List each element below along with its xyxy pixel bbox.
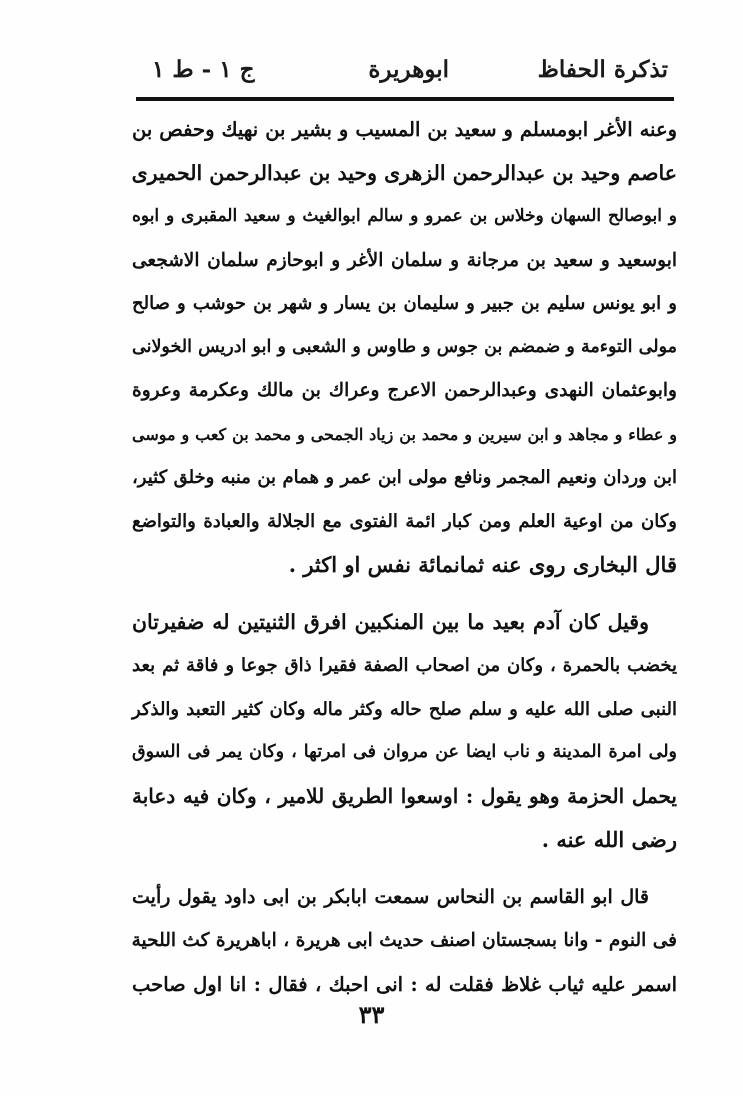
text-line: ولى امرة المدينة و ناب ايضا عن مروان فى امرتها ، وكان يمر فى السوق — [132, 742, 677, 762]
paragraph-3 — [132, 876, 677, 1007]
chapter-subject: ابوهريرة — [368, 56, 449, 83]
text-line: النبى صلى الله عليه و سلم صلح حاله وكثر ماله وكان كثير التعبد والذكر — [132, 698, 677, 720]
paragraph-1 — [132, 108, 677, 587]
text-line: وابوعثمان النهدى وعبدالرحمن الاعرج وعراك بن مالك وعكرمة وعروة — [132, 380, 677, 401]
text-line: فى النوم - وانا بسجستان اصنف حديث ابى هريرة ، اباهريرة كث اللحية — [131, 930, 677, 951]
text-line: عاصم وحيد بن عبدالرحمن الزهرى وحيد بن عبدالرحمن الحميرى — [131, 160, 677, 185]
body-text — [132, 108, 677, 1006]
text-line: قال البخارى روى عنه ثمانمائة نفس او اكثر . — [288, 552, 677, 577]
text-line: وعنه الأغر ابومسلم و سعيد بن المسيب و بشير بن نهيك وحفص بن — [132, 118, 677, 141]
paragraph-gap — [132, 862, 677, 876]
header-rule — [136, 97, 674, 101]
volume-label: ج ١ - ط ١ — [152, 56, 255, 83]
paragraph-2 — [132, 601, 677, 862]
text-line: و ابو يونس سليم بن جبير و سليمان بن يسار و شهر بن حوشب و صالح — [132, 293, 677, 314]
text-line: يحمل الحزمة وهو يقول : اوسعوا الطريق للامير ، وكان فيه دعابة — [132, 783, 677, 808]
running-header — [138, 50, 674, 96]
page-number: ٣٣ — [358, 1000, 385, 1029]
text-line: ابوسعيد و سعيد بن مرجانة و سلمان الأغر و ابوحازم سلمان الاشجعى — [132, 249, 677, 271]
text-line: يخضب بالحمرة ، وكان من اصحاب الصفة فقيرا ذاق جوعا و فاقة ثم بعد — [132, 655, 677, 676]
text-line: اسمر عليه ثياب غلاظ فقلت له : انى احبك ، فقال : انا اول صاحب — [132, 972, 677, 996]
text-line: وقيل كان آدم بعيد ما بين المنكبين افرق الثنيتين له ضفيرتان — [132, 609, 649, 634]
text-line: رضى الله عنه . — [541, 827, 677, 852]
paragraph-gap — [132, 587, 677, 601]
book-title: تذكرة الحفاظ — [537, 56, 668, 83]
text-line: و عطاء و مجاهد و ابن سيرين و محمد بن زياد الجمحى و محمد بن كعب و موسى — [132, 424, 677, 444]
text-line: ابن وردان ونعيم المجمر ونافع مولى ابن عمر و همام بن منبه وخلق كثير، — [132, 467, 677, 488]
text-line: وكان من اوعية العلم ومن كبار ائمة الفتوى مع الجلالة والعبادة والتواضع — [132, 510, 677, 532]
text-line: قال ابو القاسم بن النحاس سمعت ابابكر بن ابى داود يقول رأيت — [132, 885, 649, 908]
text-line: و ابوصالح السهان وخلاس بن عمرو و سالم ابوالغيث و سعيد المقبرى و ابوه — [132, 206, 677, 226]
text-line: مولى التوءمة و ضمضم بن جوس و طاوس و الشعبى و ابو ادريس الخولانى — [132, 336, 677, 357]
